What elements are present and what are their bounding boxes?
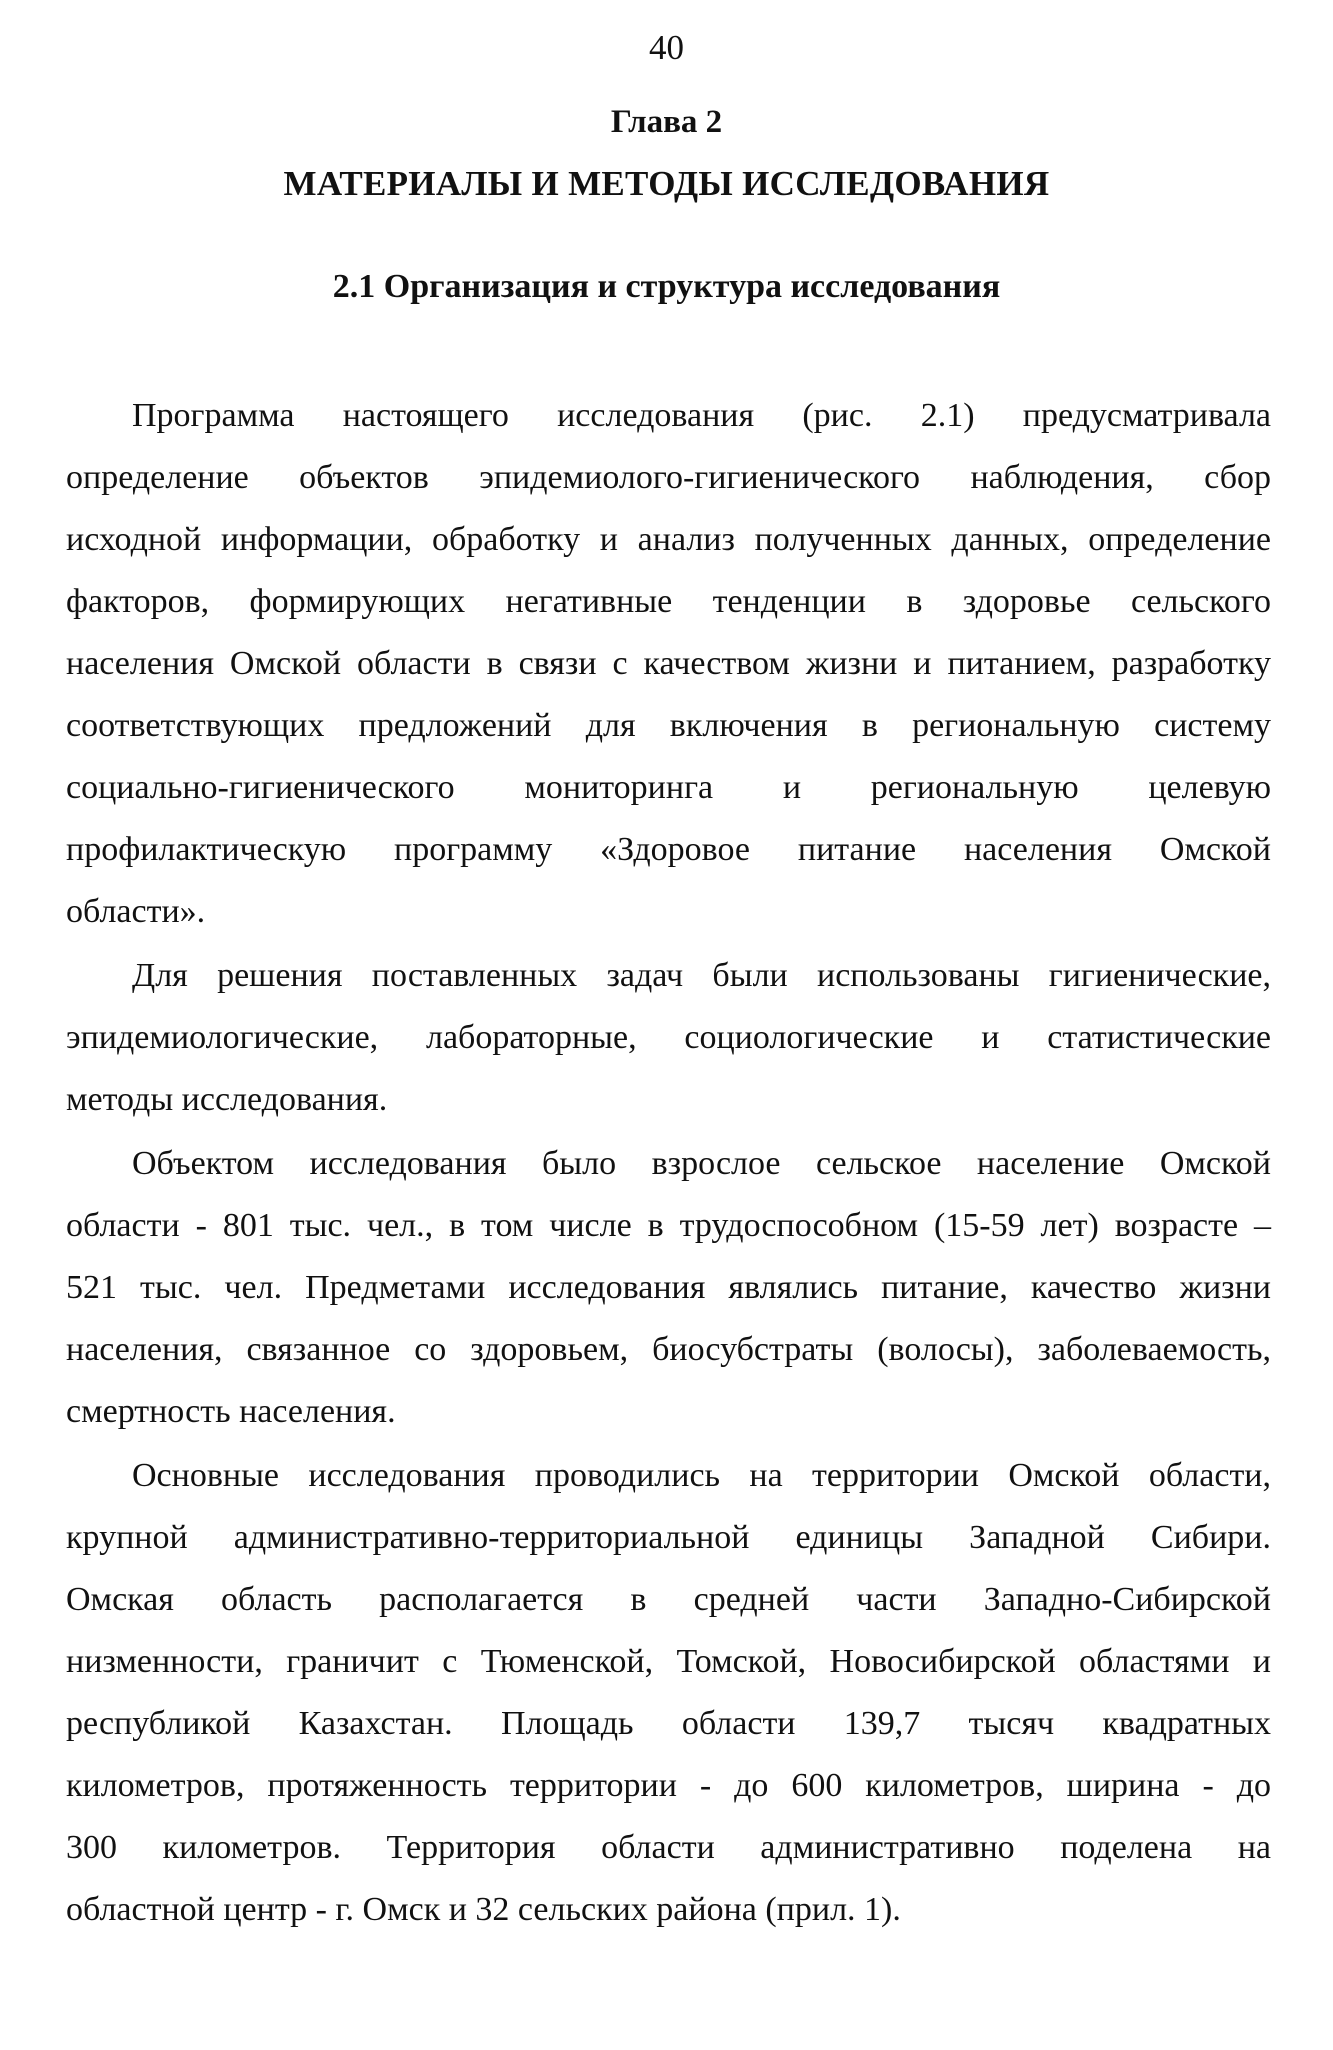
body-text xyxy=(66,385,1271,1943)
text-line: километров, протяженность территории - до 600 километров, ширина - до xyxy=(66,1767,1271,1804)
text-line: 300 километров. Территория области административно поделена на xyxy=(66,1829,1271,1866)
text-line: областной центр - г. Омск и 32 сельских района (прил. 1). xyxy=(66,1891,901,1928)
text-line: низменности, граничит с Тюменской, Томской, Новосибирской областями и xyxy=(66,1643,1271,1680)
chapter-label: Глава 2 xyxy=(610,104,723,140)
text-line: населения, связанное со здоровьем, биосубстраты (волосы), заболеваемость, xyxy=(66,1331,1271,1368)
text-line: крупной административно-территориальной единицы Западной Сибири. xyxy=(66,1519,1271,1556)
text-line: смертность населения. xyxy=(66,1393,396,1430)
text-line: области». xyxy=(66,893,206,930)
text-line: Основные исследования проводились на территории Омской области, xyxy=(132,1457,1271,1494)
chapter-title: МАТЕРИАЛЫ И МЕТОДЫ ИССЛЕДОВАНИЯ xyxy=(283,164,1050,203)
text-line: исходной информации, обработку и анализ полученных данных, определение xyxy=(66,521,1271,558)
paragraph xyxy=(66,945,1271,1131)
section-title: 2.1 Организация и структура исследования xyxy=(332,268,1001,305)
text-line: эпидемиологические, лабораторные, социологические и статистические xyxy=(66,1019,1271,1056)
text-line: 521 тыс. чел. Предметами исследования являлись питание, качество жизни xyxy=(66,1269,1271,1306)
text-line: населения Омской области в связи с качеством жизни и питанием, разработку xyxy=(66,645,1271,682)
paragraph xyxy=(66,385,1271,943)
paragraph xyxy=(66,1445,1271,1941)
text-line: профилактическую программу «Здоровое питание населения Омской xyxy=(66,831,1271,868)
text-line: Программа настоящего исследования (рис. 2.1) предусматривала xyxy=(132,397,1271,434)
text-line: определение объектов эпидемиолого-гигиенического наблюдения, сбор xyxy=(66,459,1271,496)
text-line: соответствующих предложений для включения в региональную систему xyxy=(66,707,1271,744)
paragraph xyxy=(66,1133,1271,1443)
text-line: Для решения поставленных задач были использованы гигиенические, xyxy=(132,957,1271,994)
text-line: республикой Казахстан. Площадь области 139,7 тысяч квадратных xyxy=(66,1705,1271,1742)
text-line: Объектом исследования было взрослое сельское население Омской xyxy=(132,1145,1271,1182)
text-line: факторов, формирующих негативные тенденции в здоровье сельского xyxy=(66,583,1271,620)
page-number: 40 xyxy=(649,28,684,67)
text-line: социально-гигиенического мониторинга и региональную целевую xyxy=(66,769,1271,806)
text-line: области - 801 тыс. чел., в том числе в трудоспособном (15-59 лет) возрасте – xyxy=(66,1207,1271,1244)
text-line: методы исследования. xyxy=(66,1081,388,1118)
text-line: Омская область располагается в средней части Западно-Сибирской xyxy=(66,1581,1271,1618)
